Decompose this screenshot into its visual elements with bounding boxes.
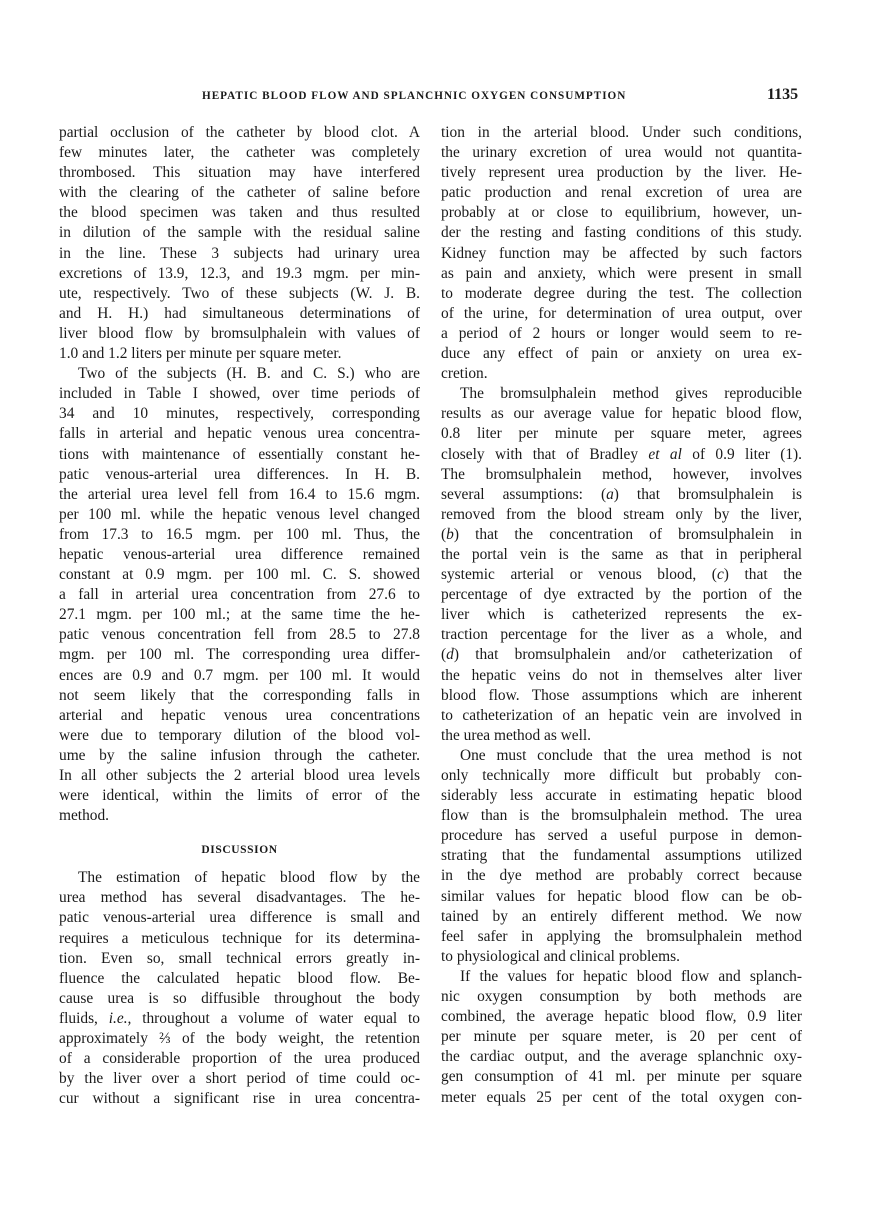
italic-run: et al bbox=[648, 445, 682, 463]
text-line bbox=[59, 1009, 420, 1029]
italic-run: a bbox=[606, 485, 614, 503]
text-line: traction percentage for the liver as a whole, and bbox=[441, 626, 802, 644]
paragraph bbox=[441, 384, 802, 444]
text-line: per minute per square meter, is 20 per cent of bbox=[441, 1028, 802, 1046]
text-line: constant at 0.9 mgm. per 100 ml. C. S. showed bbox=[59, 566, 420, 584]
italic-run: b bbox=[446, 525, 454, 543]
text-line: arterial and hepatic venous urea concentrations bbox=[59, 706, 420, 724]
text-line: hepatic venous-arterial urea difference remained bbox=[59, 545, 420, 563]
text-line: only technically more difficult but probably con- bbox=[441, 767, 802, 784]
text-line: the hepatic veins do not in themselves alter liver bbox=[441, 666, 802, 684]
text-line bbox=[441, 645, 802, 665]
text-line: The bromsulphalein method gives reproducible bbox=[460, 385, 802, 403]
text-line: the arterial urea level fell from 16.4 to 15.6 mgm. bbox=[59, 485, 420, 503]
text-line: partial occlusion of the catheter by blood clot. A bbox=[59, 124, 420, 141]
text-line: in dilution of the sample with the residual saline bbox=[59, 224, 420, 242]
text-line: mgm. per 100 ml. The corresponding urea differ- bbox=[59, 646, 420, 664]
text-line: of the urine, for determination of urea output, over bbox=[441, 304, 802, 322]
text-line: The estimation of hepatic blood flow by the bbox=[78, 869, 420, 887]
text-line: cretion. bbox=[441, 365, 488, 383]
text-run: closely with that of Bradley bbox=[441, 445, 649, 463]
text-line: percentage of dye extracted by the portion of the bbox=[441, 586, 802, 604]
text-line: patic venous-arterial urea differences. In H. B. bbox=[59, 465, 420, 483]
text-line: Kidney function may be affected by such factors bbox=[441, 244, 802, 262]
text-line: thrombosed. This situation may have interfered bbox=[59, 164, 420, 182]
text-line: procedure has served a useful purpose in demon- bbox=[441, 827, 802, 845]
text-run: ) that the concentration of bromsulphalein in bbox=[453, 525, 802, 543]
text-line: to moderate degree during the test. The collection bbox=[441, 284, 802, 302]
text-line: The bromsulphalein method, however, involves bbox=[441, 465, 802, 483]
text-line: tion in the arterial blood. Under such conditions, bbox=[441, 124, 802, 141]
paragraph bbox=[441, 967, 802, 1108]
paragraph bbox=[59, 123, 420, 364]
text-run: ( bbox=[441, 646, 447, 664]
text-line: urea method has several disadvantages. The he- bbox=[59, 889, 420, 907]
text-line: to physiological and clinical problems. bbox=[441, 947, 680, 965]
text-line: 27.1 mgm. per 100 ml.; at the same time the he- bbox=[59, 606, 420, 624]
text-line: in the dye method are probably correct because bbox=[441, 867, 802, 885]
text-line: of a considerable proportion of the urea produced bbox=[59, 1050, 420, 1068]
paragraph bbox=[441, 746, 802, 967]
text-line: siderably less accurate in estimating hepatic blood bbox=[441, 787, 802, 805]
paragraph-continued bbox=[441, 585, 802, 645]
text-line: the blood specimen was taken and thus resulted bbox=[59, 204, 420, 222]
text-line: probably at or close to equilibrium, however, un- bbox=[441, 204, 802, 222]
text-line: cause urea is so diffusible throughout the body bbox=[59, 989, 420, 1007]
text-line: 0.8 liter per minute per square meter, agrees bbox=[441, 425, 802, 443]
text-line: strating that the fundamental assumptions utilized bbox=[441, 847, 802, 865]
left-column bbox=[59, 123, 420, 1109]
text-line: as pain and anxiety, which were present in small bbox=[441, 264, 802, 282]
text-line: 1.0 and 1.2 liters per minute per square meter. bbox=[59, 345, 342, 363]
text-line: removed from the blood stream only by the liver, bbox=[441, 505, 802, 523]
text-line: meter equals 25 per cent of the total oxygen con- bbox=[441, 1088, 802, 1106]
text-line: patic venous concentration fell from 28.5 to 27.8 bbox=[59, 626, 420, 644]
text-line: 34 and 10 minutes, respectively, corresponding bbox=[59, 405, 420, 423]
text-line: duce any effect of pain or anxiety on urea ex- bbox=[441, 345, 802, 363]
text-line: combined, the average hepatic blood flow, 0.9 liter bbox=[441, 1008, 802, 1026]
text-line: One must conclude that the urea method is not bbox=[460, 746, 802, 764]
text-run: throughout a volume of water equal to bbox=[131, 1009, 420, 1027]
italic-run: d bbox=[446, 646, 454, 664]
text-line bbox=[441, 525, 802, 545]
text-line: the urinary excretion of urea would not quantita- bbox=[441, 144, 802, 162]
text-line: excretions of 13.9, 12.3, and 19.3 mgm. per min- bbox=[59, 264, 420, 282]
text-line: similar values for hepatic blood flow can be ob- bbox=[441, 887, 802, 905]
text-line: tion. Even so, small technical errors greatly in- bbox=[59, 949, 420, 967]
text-line bbox=[441, 445, 802, 465]
paragraph-continued bbox=[441, 666, 802, 746]
text-line: In all other subjects the 2 arterial blood urea levels bbox=[59, 767, 420, 784]
text-line: in the line. These 3 subjects had urinary urea bbox=[59, 244, 420, 262]
text-line: to catheterization of an hepatic vein are involved in bbox=[441, 706, 802, 724]
text-line: not seem likely that the corresponding falls in bbox=[59, 686, 420, 704]
italic-run: i.e., bbox=[108, 1009, 132, 1027]
text-line: few minutes later, the catheter was completely bbox=[59, 144, 420, 162]
text-line: falls in arterial and hepatic venous urea concentra- bbox=[59, 425, 420, 443]
text-line: ute, respectively. Two of these subjects (W. J. B. bbox=[59, 284, 420, 302]
text-line: liver which is catheterized represents the ex- bbox=[441, 606, 802, 624]
text-line: the portal vein is the same as that in peripheral bbox=[441, 545, 802, 563]
text-line: ences are 0.9 and 0.7 mgm. per 100 ml. It would bbox=[59, 666, 420, 684]
text-line: cur without a significant rise in urea concentra- bbox=[59, 1090, 420, 1108]
text-line: Two of the subjects (H. B. and C. S.) who are bbox=[78, 365, 420, 383]
text-line: a fall in arterial urea concentration from 27.6 to bbox=[59, 586, 420, 604]
text-line: with the clearing of the catheter of saline before bbox=[59, 184, 420, 202]
paragraph bbox=[59, 868, 420, 1009]
text-line: were due to temporary dilution of the blood vol- bbox=[59, 726, 420, 744]
page-number: 1135 bbox=[767, 86, 799, 103]
text-line: requires a meticulous technique for its determina- bbox=[59, 929, 420, 947]
right-column bbox=[441, 123, 802, 1108]
text-line: tively represent urea production by the liver. He- bbox=[441, 164, 802, 182]
paragraph bbox=[59, 364, 420, 826]
text-line: per 100 ml. while the hepatic venous level changed bbox=[59, 505, 420, 523]
text-line: were identical, within the limits of error of the bbox=[59, 787, 420, 805]
text-line: ume by the saline infusion through the catheter. bbox=[59, 746, 420, 764]
text-line: gen consumption of 41 ml. per minute per square bbox=[441, 1068, 802, 1086]
text-line: and H. H.) had simultaneous determinations of bbox=[59, 304, 420, 322]
text-run: fluids, bbox=[59, 1009, 109, 1027]
paragraph bbox=[441, 123, 802, 384]
text-run: several assumptions: ( bbox=[441, 485, 607, 503]
text-line: tained by an entirely different method. We now bbox=[441, 907, 802, 925]
text-line: included in Table I showed, over time periods of bbox=[59, 385, 420, 403]
running-title: HEPATIC BLOOD FLOW AND SPLANCHNIC OXYGEN CONSUMPTION bbox=[202, 90, 627, 102]
text-line: der the resting and fasting conditions of this study. bbox=[441, 224, 802, 242]
text-line: patic production and renal excretion of urea are bbox=[441, 184, 802, 202]
text-line: nic oxygen consumption by both methods are bbox=[441, 988, 802, 1006]
text-line: feel safer in applying the bromsulphalein method bbox=[441, 927, 802, 945]
text-run: ) that bromsulphalein and/or catheterization of bbox=[453, 646, 802, 664]
text-line: If the values for hepatic blood flow and splanch- bbox=[460, 967, 802, 985]
text-line: liver blood flow by bromsulphalein with values of bbox=[59, 324, 420, 342]
text-run: ) that bromsulphalein is bbox=[613, 485, 803, 503]
text-line: approximately ⅔ of the body weight, the retention bbox=[59, 1030, 420, 1048]
text-line: the cardiac output, and the average splanchnic oxy- bbox=[441, 1048, 802, 1066]
section-heading-discussion: DISCUSSION bbox=[201, 844, 278, 857]
text-line: by the liver over a short period of time could oc- bbox=[59, 1070, 420, 1088]
text-line: method. bbox=[59, 807, 110, 825]
text-line: from 17.3 to 16.5 mgm. per 100 ml. Thus, the bbox=[59, 525, 420, 543]
text-line bbox=[441, 485, 802, 505]
text-line: blood flow. Those assumptions which are inherent bbox=[441, 686, 802, 704]
text-line: a period of 2 hours or longer would seem to re- bbox=[441, 324, 802, 342]
text-line: tions with maintenance of essentially constant he- bbox=[59, 445, 420, 463]
text-line: results as our average value for hepatic blood flow, bbox=[441, 405, 802, 423]
text-line: flow than is the bromsulphalein method. The urea bbox=[441, 807, 802, 825]
running-head bbox=[0, 86, 880, 108]
text-run: of 0.9 liter (1). bbox=[681, 445, 802, 463]
text-run: ( bbox=[441, 525, 447, 543]
text-run: ) that the bbox=[723, 566, 803, 584]
text-line: the urea method as well. bbox=[441, 726, 592, 744]
italic-run: c bbox=[716, 566, 724, 584]
text-line: patic venous-arterial urea difference is small and bbox=[59, 909, 420, 927]
text-line bbox=[441, 565, 802, 585]
text-run: systemic arterial or venous blood, ( bbox=[441, 566, 717, 584]
paragraph-continued bbox=[59, 1029, 420, 1109]
text-line: fluence the calculated hepatic blood flow. Be- bbox=[59, 969, 420, 987]
